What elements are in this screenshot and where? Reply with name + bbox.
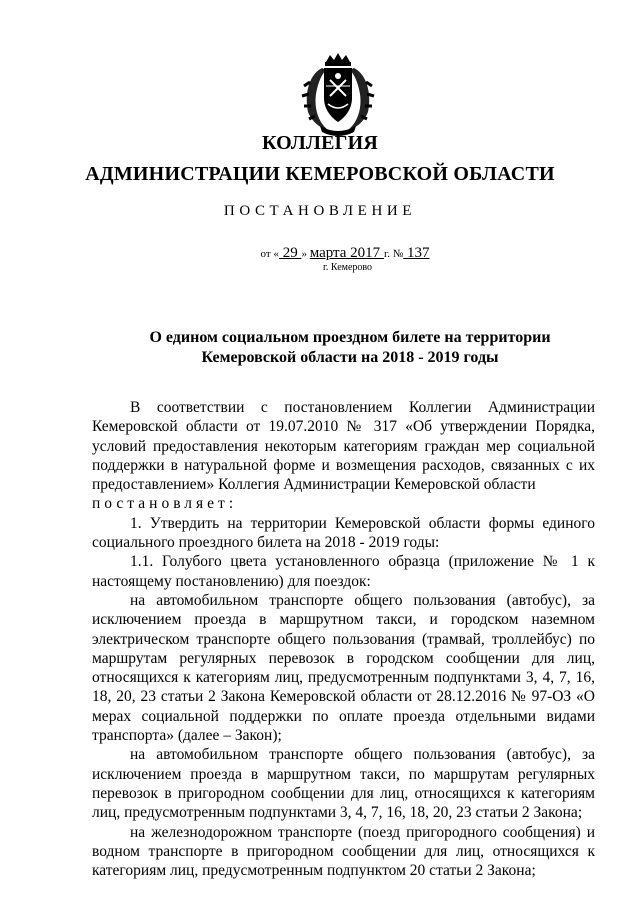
title-line-1: О едином социальном проездном билете на территории (149, 329, 551, 346)
paragraph-1: 1. Утвердить на территории Кемеровской области формы единого социального проездного билета на 2018 - 2019 годы: (92, 514, 595, 552)
document-title (0, 328, 640, 368)
date-sep: » (301, 248, 310, 260)
paragraph-suburban-bus: на автомобильном транспорте общего пользования (автобус), за исключением проезда в маршрутном такси, по маршрутам регулярных перевозок в пригородном сообщении для лиц, относящихся к категориям лиц, предусмотренным подпунктами 3, 4, 7, 16, 18, 20, 23 статьи 2 Закона; (92, 746, 595, 822)
year-suffix: г. № (383, 248, 404, 260)
date-prefix: от « (260, 248, 279, 260)
date-month-year: марта 2017 (309, 245, 384, 261)
coat-of-arms-emblem (296, 52, 380, 136)
document-type: ПОСТАНОВЛЕНИЕ (223, 203, 417, 219)
administration-heading: АДМИНИСТРАЦИИ КЕМЕРОВСКОЙ ОБЛАСТИ (85, 163, 555, 185)
decrees-word: постановляет: (92, 495, 238, 513)
paragraph-urban-transport: на автомобильном транспорте общего пользования (автобус), за исключением проезда в маршрутном такси, и городском наземном электрическом транспорте общего пользования (трамвай, троллейбус) по маршрутам регулярных перевозок в городском сообщении для лиц, относящихся к категориям лиц, предусмотренным подпунктами 3, 4, 7, 16, 18, 20, 23 статьи 2 Закона Кемеровской области от 28.12.2016 № 97-ОЗ «О мерах социальной поддержки по оплате проезда отдельными видами транспорта» (далее – Закон); (92, 591, 595, 745)
document-body (92, 398, 595, 880)
collegium-heading: КОЛЛЕГИЯ (261, 132, 379, 154)
document-number: 137 (403, 245, 430, 261)
date-day: 29 (278, 245, 302, 261)
paragraph-preamble: В соответствии с постановлением Коллегии Администрации Кемеровской области от 19.07.2010 № 317 «Об утверждении Порядка, условий предоставления некоторым категориям граждан мер социальной поддержки в натуральной форме и возмещения расходов, связанных с их предоставлением» Коллегия Администрации Кемеровской области (92, 399, 595, 494)
date-number-line (0, 245, 640, 262)
city: г. Кемерово (322, 262, 373, 273)
paragraph-railway-water: на железнодорожном транспорте (поезд пригородного сообщения) и водном транспорте в пригородном сообщении для лиц, относящихся к категориям лиц, предусмотренным подпунктом 20 статьи 2 Закона; (92, 823, 595, 880)
paragraph-1-1: 1.1. Голубого цвета установленного образца (приложение № 1 к настоящему постановлению) для поездок: (92, 553, 595, 590)
title-line-2: Кемеровской области на 2018 - 2019 годы (201, 349, 499, 366)
